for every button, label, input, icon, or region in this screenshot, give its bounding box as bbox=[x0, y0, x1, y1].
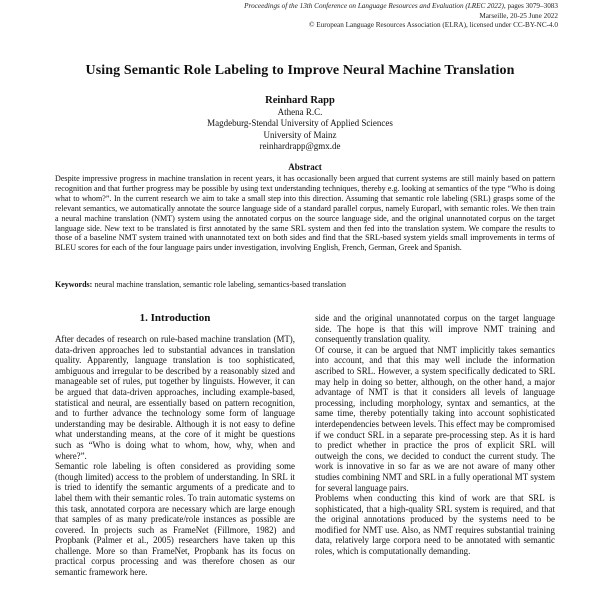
affiliation: Magdeburg-Stendal University of Applied Sciences bbox=[207, 118, 393, 129]
conference-location: Marseille, 20-25 June 2022 bbox=[479, 11, 558, 20]
paper-title: Using Semantic Role Labeling to Improve Neural Machine Translation bbox=[85, 63, 515, 78]
keywords-label: Keywords: bbox=[55, 280, 93, 289]
author-name: Reinhard Rapp bbox=[265, 95, 335, 106]
paragraph: After decades of research on rule-based machine translation (MT), data-driven approaches led to substantial advances in translation quality. Apparently, language translation is too sophisticated, ambiguous and irregular to be described by a reasonably sized and manageable set of rules, put together by linguists. However, it can be argued that data-driven approaches, including example-based, statistical and neural, are essentially based on pattern recognition, and to further advance the technology some form of language understanding may be desirable. Although it is not easy to define what understanding means, at the core of it might be questions such as “Who is doing what to whom, how, why, when and where?”. bbox=[55, 334, 295, 461]
paragraph: Problems when conducting this kind of work are that SRL is sophisticated, that a high-quality SRL system is required, and that the original annotations produced by the systems need to be modified for NMT use. Also, as NMT requires substantial training data, relatively large corpora need to be annotated with semantic roles, which is computationally demanding. bbox=[315, 493, 555, 557]
author-block bbox=[0, 94, 600, 153]
affiliation: Athena R.C. bbox=[277, 107, 323, 117]
abstract-heading: Abstract bbox=[288, 162, 322, 172]
right-column bbox=[315, 313, 555, 557]
paragraph: Of course, it can be argued that NMT implicitly takes semantics into account, and that this may well include the information ascribed to SRL. However, a system specifically dedicated to SRL may help in doing so better, although, on the other hand, a major advantage of NMT is that it considers all levels of language processing, including morphology, syntax and semantics, at the same time, thereby potentially taking into account sophisticated interdependencies between levels. This effect may be compromised if we conduct SRL in a separate pre-processing step. As it is hard to predict whether in practice the pros of explicit SRL will outweigh the cons, we decided to conduct the current study. The work is innovative in so far as we are not aware of many other studies combining NMT and SRL in a fully operational MT system for several language pairs. bbox=[315, 344, 555, 493]
page-header bbox=[98, 2, 558, 31]
section-heading: 1. Introduction bbox=[139, 312, 211, 324]
copyright-notice: © European Language Resources Association (ELRA), licensed under CC-BY-NC-4.0 bbox=[309, 21, 558, 30]
paragraph: Semantic role labeling is often considered as providing some (though limited) access to the problem of understanding. In SRL it is tried to identify the semantic arguments of a predicate and to label them with their semantic roles. To train automatic systems on this task, annotated corpora are necessary which are large enough that samples of as many predicate/role instances as possible are covered. In projects such as FrameNet (Fillmore, 1982) and Propbank (Palmer et al., 2005) researchers have taken up this challenge. More so than FrameNet, Propbank has its focus on practical corpus processing and was therefore chosen as our semantic framework here. bbox=[55, 461, 295, 578]
abstract-section bbox=[55, 162, 555, 253]
left-column bbox=[55, 312, 295, 578]
affiliation: University of Mainz bbox=[263, 129, 337, 140]
keywords-text: neural machine translation, semantic role labeling, semantics-based translation bbox=[92, 280, 347, 289]
author-email: reinhardrapp@gmx.de bbox=[259, 141, 341, 152]
keywords-line bbox=[55, 280, 555, 290]
paragraph: side and the original unannotated corpus on the target language side. The hope is that this will improve NMT training and consequently translation quality. bbox=[315, 313, 555, 345]
page-range: , pages 3079–3083 bbox=[503, 2, 558, 10]
abstract-text: Despite impressive progress in machine translation in recent years, it has occasionally been argued that current systems are still mainly based on pattern recognition and that further progress may be possible by using text understanding techniques, thereby e.g. looking at semantics of the type “Who is doing what to whom?”. In the current research we aim to take a small step into this direction. Assuming that semantic role labeling (SRL) grasps some of the relevant semantics, we automatically annotate the source language side of a standard parallel corpus, namely Europarl, with semantic roles. We then train a neural machine translation (NMT) system using the annotated corpus on the source language side, and the original unannotated corpus on the target language side. New text to be translated is first annotated by the same SRL system and then fed into the translation system. We compare the results to those of a baseline NMT system trained with unannotated text on both sides and find that the SRL-based system yields small improvements in terms of BLEU scores for each of the four language pairs under investigation, involving English, French, German, Greek and Spanish. bbox=[55, 174, 555, 253]
proceedings-title: Proceedings of the 13th Conference on Language Resources and Evaluation (LREC 2022) bbox=[244, 2, 504, 10]
proceedings-line bbox=[98, 2, 558, 12]
